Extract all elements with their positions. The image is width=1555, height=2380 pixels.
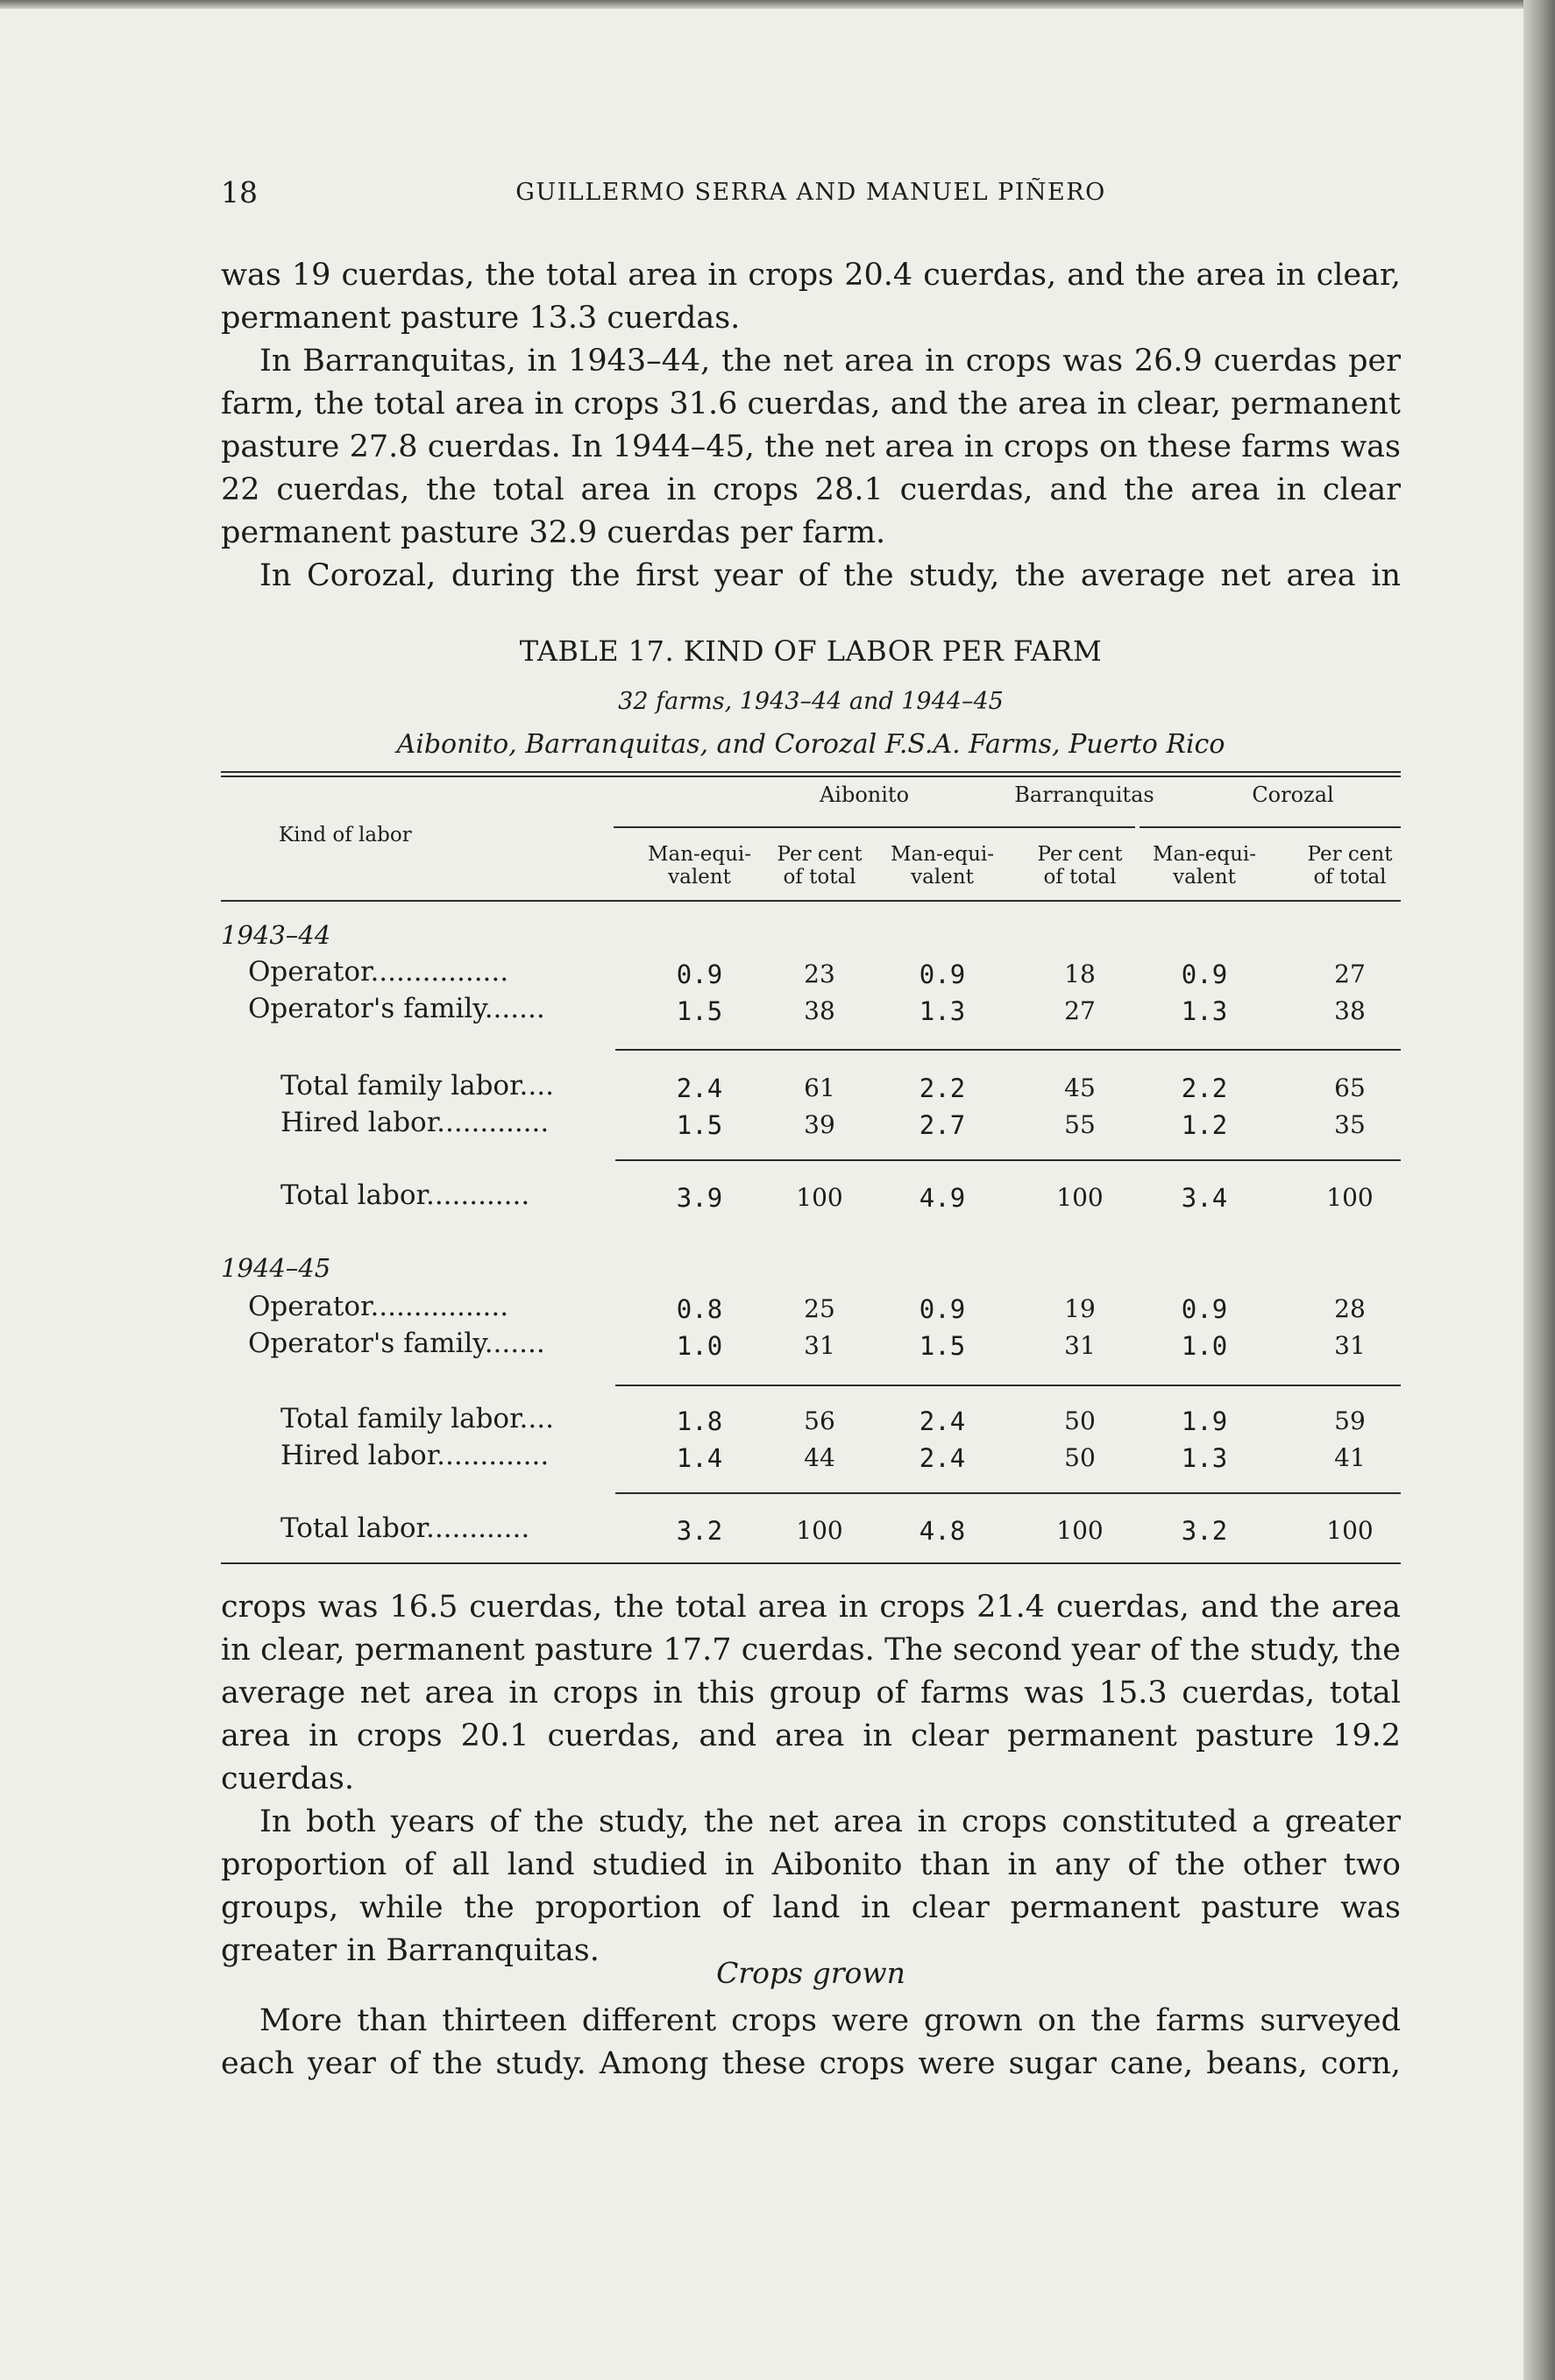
body-text-bottom (221, 1586, 1401, 1973)
man-equivalent-cell: 2.7 (919, 1110, 966, 1140)
percent-cell: 39 (804, 1110, 835, 1139)
paragraph: was 19 cuerdas, the total area in crops 20.4 cuerdas, and the area in clear, permanent pasture 13.3 cuerdas. (221, 258, 1401, 336)
man-equivalent-cell: 1.3 (1181, 996, 1228, 1026)
percent-cell: 56 (804, 1406, 835, 1435)
row-label: Operator's family....... (248, 993, 545, 1024)
body-text-final (221, 2000, 1401, 2086)
sum-rule (615, 1159, 1401, 1161)
table-bottom-rule (221, 1562, 1401, 1564)
table-title: TABLE 17. KIND OF LABOR PER FARM (519, 634, 1103, 668)
percent-cell: 27 (1334, 960, 1366, 988)
column-header: Man-equi- valent (647, 843, 752, 889)
column-header: Man-equi- valent (890, 843, 995, 889)
column-header: Per cent of total (777, 843, 863, 889)
man-equivalent-cell: 1.4 (676, 1443, 723, 1473)
group-rule (614, 826, 885, 828)
sum-rule (615, 1049, 1401, 1051)
stub-header: Kind of labor (279, 824, 412, 846)
row-label: Hired labor............. (280, 1107, 550, 1138)
man-equivalent-cell: 1.9 (1181, 1406, 1228, 1436)
table-top-rule (221, 771, 1401, 773)
column-group-header: Aibonito (819, 783, 910, 807)
percent-cell: 38 (804, 996, 835, 1025)
man-equivalent-cell: 1.5 (676, 1110, 723, 1140)
percent-cell: 50 (1064, 1443, 1096, 1472)
sum-rule (615, 1492, 1401, 1494)
man-equivalent-cell: 3.2 (1181, 1516, 1228, 1546)
man-equivalent-cell: 0.8 (676, 1294, 723, 1324)
percent-cell: 23 (804, 960, 835, 988)
scan-top-edge (0, 0, 1555, 9)
percent-cell: 18 (1064, 960, 1096, 988)
row-label: Total family labor.... (280, 1403, 554, 1434)
table-top-rule (221, 776, 1401, 777)
scan-page-edge (1523, 0, 1555, 2380)
row-label: Operator................ (248, 1291, 509, 1322)
man-equivalent-cell: 3.4 (1181, 1183, 1228, 1213)
percent-cell: 100 (1056, 1183, 1104, 1212)
paragraph: In Barranquitas, in 1943–44, the net area in crops was 26.9 cuerdas per farm, the total area in crops 31.6 cuerdas, and the area in clear, permanent pasture 27.8 cuerdas. In 1944–45, the net area in crops on these farms was 22 cuerdas, the total area in crops 28.1 cuerdas, and the area in clear permanent pasture 32.9 cuerdas per farm. (221, 344, 1401, 550)
man-equivalent-cell: 1.0 (676, 1331, 723, 1361)
man-equivalent-cell: 1.3 (1181, 1443, 1228, 1473)
paragraph: In Corozal, during the first year of the study, the average net area in (259, 558, 1401, 593)
percent-cell: 27 (1064, 996, 1096, 1025)
year-label: 1943–44 (221, 920, 331, 950)
section-heading: Crops grown (716, 1956, 905, 1990)
column-header: Per cent of total (1307, 843, 1393, 889)
man-equivalent-cell: 0.9 (1181, 1294, 1228, 1324)
man-equivalent-cell: 2.4 (919, 1443, 966, 1473)
row-label: Total family labor.... (280, 1070, 554, 1101)
percent-cell: 44 (804, 1443, 835, 1472)
percent-cell: 100 (1326, 1516, 1374, 1545)
row-label: Total labor............ (280, 1179, 530, 1211)
table-subtitle-location: Aibonito, Barranquitas, and Corozal F.S.A. Farms, Puerto Rico (396, 729, 1225, 760)
man-equivalent-cell: 2.2 (1181, 1073, 1228, 1103)
percent-cell: 55 (1064, 1110, 1096, 1139)
percent-cell: 31 (1064, 1331, 1096, 1360)
running-head: GUILLERMO SERRA AND MANUEL PIÑERO (515, 179, 1106, 206)
column-group-header: Corozal (1252, 783, 1334, 807)
man-equivalent-cell: 0.9 (919, 1294, 966, 1324)
row-label: Operator's family....... (248, 1328, 545, 1359)
percent-cell: 41 (1334, 1443, 1366, 1472)
group-rule (885, 826, 1135, 828)
percent-cell: 28 (1334, 1294, 1366, 1323)
percent-cell: 45 (1064, 1073, 1096, 1102)
percent-cell: 35 (1334, 1110, 1366, 1139)
column-header: Per cent of total (1037, 843, 1123, 889)
percent-cell: 31 (804, 1331, 835, 1360)
man-equivalent-cell: 0.9 (1181, 960, 1228, 989)
paragraph: More than thirteen different crops were grown on the farms surveyed each year of the study. Among these crops were sugar cane, beans, corn, (221, 2003, 1401, 2081)
man-equivalent-cell: 3.2 (676, 1516, 723, 1546)
page-number: 18 (221, 175, 258, 209)
percent-cell: 61 (804, 1073, 835, 1102)
column-group-header: Barranquitas (1014, 783, 1154, 807)
sum-rule (615, 1385, 1401, 1386)
percent-cell: 25 (804, 1294, 835, 1323)
row-label: Hired labor............. (280, 1440, 550, 1471)
man-equivalent-cell: 1.2 (1181, 1110, 1228, 1140)
percent-cell: 100 (1056, 1516, 1104, 1545)
percent-cell: 38 (1334, 996, 1366, 1025)
page-header (221, 175, 1401, 214)
man-equivalent-cell: 1.0 (1181, 1331, 1228, 1361)
man-equivalent-cell: 2.4 (919, 1406, 966, 1436)
man-equivalent-cell: 1.8 (676, 1406, 723, 1436)
percent-cell: 100 (796, 1516, 843, 1545)
man-equivalent-cell: 2.2 (919, 1073, 966, 1103)
group-rule (1140, 826, 1401, 828)
man-equivalent-cell: 0.9 (676, 960, 723, 989)
man-equivalent-cell: 1.3 (919, 996, 966, 1026)
percent-cell: 31 (1334, 1331, 1366, 1360)
percent-cell: 19 (1064, 1294, 1096, 1323)
man-equivalent-cell: 4.9 (919, 1183, 966, 1213)
percent-cell: 65 (1334, 1073, 1366, 1102)
table-subtitle: 32 farms, 1943–44 and 1944–45 (618, 688, 1004, 715)
row-label: Total labor............ (280, 1512, 530, 1544)
man-equivalent-cell: 2.4 (676, 1073, 723, 1103)
man-equivalent-cell: 3.9 (676, 1183, 723, 1213)
percent-cell: 50 (1064, 1406, 1096, 1435)
man-equivalent-cell: 0.9 (919, 960, 966, 989)
man-equivalent-cell: 1.5 (676, 996, 723, 1026)
row-label: Operator................ (248, 956, 509, 988)
body-text-top (221, 254, 1401, 598)
header-bottom-rule (221, 900, 1401, 902)
paragraph: crops was 16.5 cuerdas, the total area in crops 21.4 cuerdas, and the area in clear, permanent pasture 17.7 cuerdas. The second year of the study, the average net area in crops in this group of farms was 15.3 cuerdas, total area in crops 20.1 cuerdas, and area in clear permanent pasture 19.2 cuerdas. (221, 1590, 1401, 1796)
percent-cell: 100 (1326, 1183, 1374, 1212)
man-equivalent-cell: 4.8 (919, 1516, 966, 1546)
paragraph: In both years of the study, the net area in crops constituted a greater proportion of all land studied in Aibonito than in any of the other two groups, while the proportion of land in clear permanent pasture was greater in Barranquitas. (221, 1804, 1401, 1968)
column-header: Man-equi- valent (1152, 843, 1257, 889)
percent-cell: 100 (796, 1183, 843, 1212)
percent-cell: 59 (1334, 1406, 1366, 1435)
year-label: 1944–45 (221, 1253, 331, 1283)
man-equivalent-cell: 1.5 (919, 1331, 966, 1361)
